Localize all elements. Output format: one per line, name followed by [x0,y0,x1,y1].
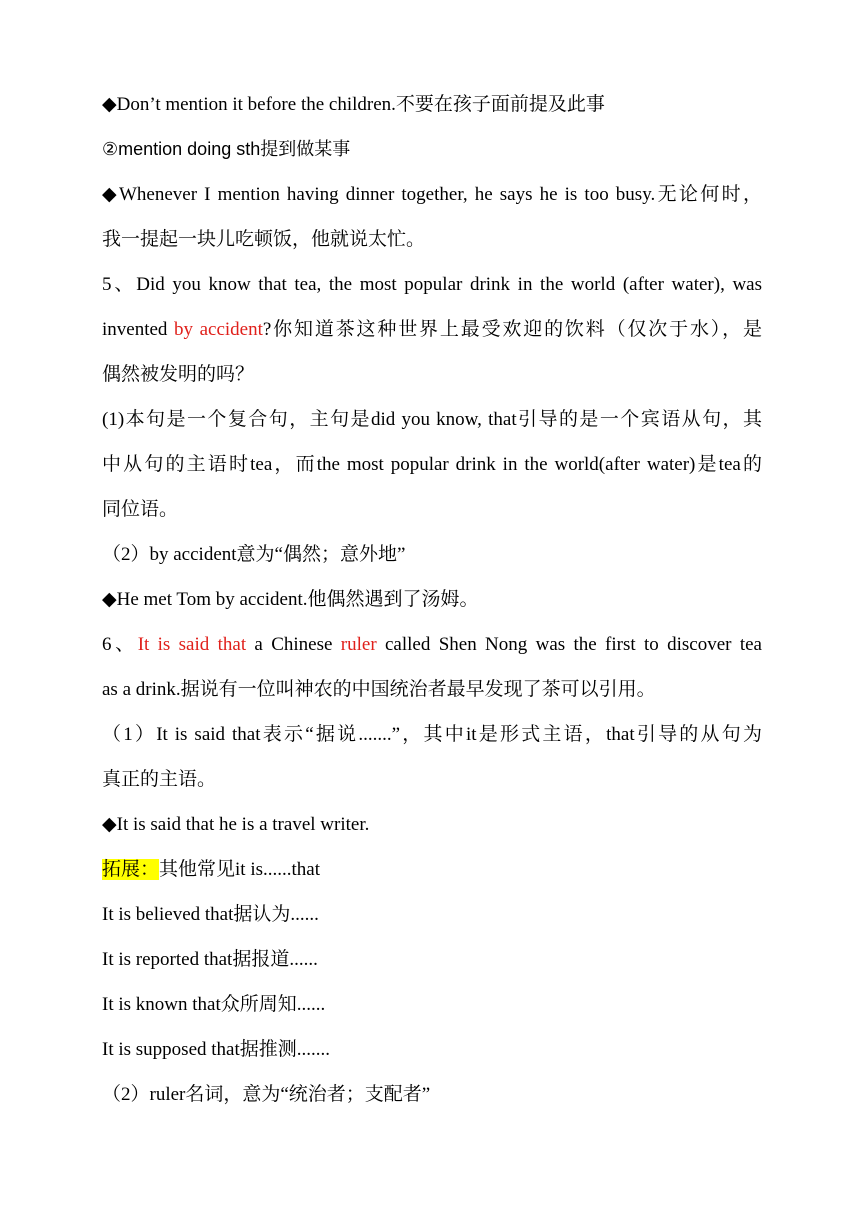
text-run: 其他常见it is......that [159,859,320,880]
explanation-1-end: 同位语。 [102,499,179,520]
pattern-item: It is reported that据报道...... [102,949,318,970]
pattern-item: It is believed that据认为...... [102,904,319,925]
item-6-translation: as a drink.据说有一位叫神农的中国统治者最早发现了茶可以引用。 [102,679,656,700]
explanation-2: （2）by accident意为“偶然；意外地” [102,544,406,565]
pattern-item: It is known that众所周知...... [102,994,326,1015]
explanation-1: （1）It is said that表示“据说.......”，其中it是形式主语，that引导的从句为 [102,724,762,745]
text-run: 6、 [102,634,138,655]
text-run: ?你知道茶这种世界上最受欢迎的饮料（仅次于水），是 [262,319,762,340]
extension-heading [102,847,762,892]
explanation-1-end: 真正的主语。 [102,769,217,790]
explanation-2: （2）ruler名词，意为“统治者；支配者” [102,1084,431,1105]
item-5-sentence-cont [102,307,762,352]
pattern-item: It is supposed that据推测....... [102,1039,330,1060]
example-sentence: ◆Whenever I mention having dinner together, he says he is too busy.无论何时， [102,184,762,205]
highlight-label: 拓展： [102,859,160,880]
key-phrase: It is said that [137,634,247,655]
document-page [102,82,762,1117]
item-5-translation: 偶然被发明的吗？ [102,364,255,385]
usage-heading: ②mention doing sth提到做某事 [102,139,351,159]
example-sentence: ◆Don’t mention it before the children.不要在孩子面前提及此事 [102,94,605,115]
key-word: ruler [340,634,377,655]
key-phrase: by accident [174,319,263,340]
explanation-1: (1)本句是一个复合句，主句是did you know, that引导的是一个宾语从句，其 [102,409,762,430]
item-5-sentence: 5、Did you know that tea, the most popular drink in the world (after water), was [102,274,762,295]
text-run: called Shen Nong was the first to discover tea [376,634,762,655]
text-run: a Chinese [246,634,341,655]
text-run: invented [102,319,175,340]
example-sentence: ◆He met Tom by accident.他偶然遇到了汤姆。 [102,589,479,610]
item-6-sentence [102,622,762,667]
example-sentence: ◆It is said that he is a travel writer. [102,814,370,835]
example-translation: 我一提起一块儿吃顿饭，他就说太忙。 [102,229,426,250]
explanation-1-cont: 中从句的主语时tea，而the most popular drink in the world(after water)是tea的 [102,454,762,475]
